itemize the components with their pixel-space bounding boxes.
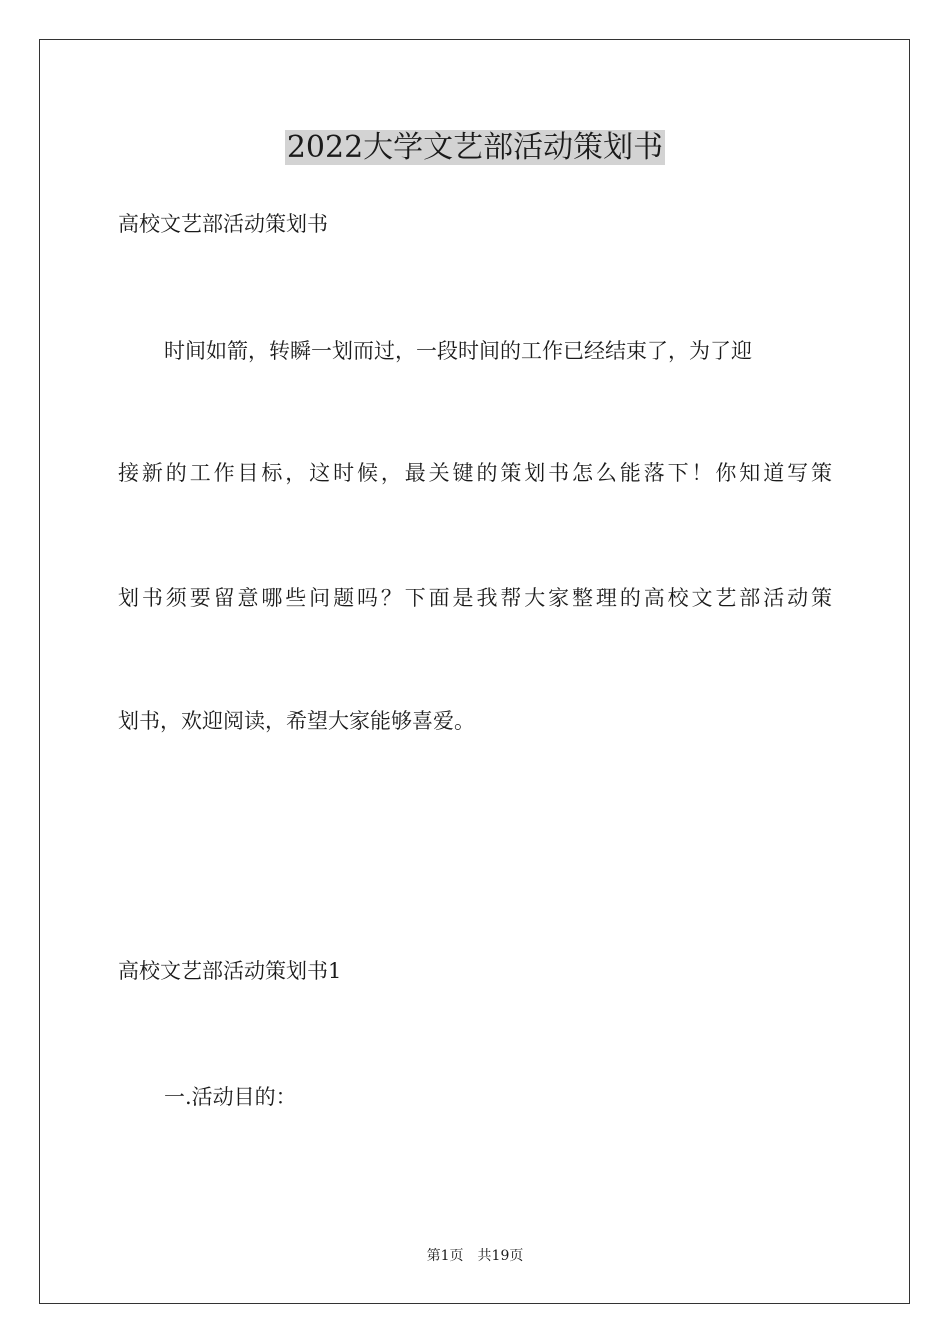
- intro-line-3: 划书须要留意哪些问题吗？下面是我帮大家整理的高校文艺部活动策: [118, 586, 832, 610]
- document-title: [0, 126, 950, 170]
- document-title-text: 2022大学文艺部活动策划书: [286, 130, 664, 165]
- page-footer: [0, 1246, 950, 1266]
- page-number: 第1页: [426, 1248, 464, 1264]
- page-total: 共19页: [477, 1248, 524, 1264]
- intro-line-2: 接新的工作目标，这时候，最关键的策划书怎么能落下！你知道写策: [118, 461, 832, 485]
- item-heading: 一.活动目的：: [164, 1085, 297, 1109]
- intro-line-4: 划书，欢迎阅读，希望大家能够喜爱。: [118, 709, 475, 733]
- intro-line-1: 时间如箭，转瞬一划而过，一段时间的工作已经结束了，为了迎: [164, 339, 752, 363]
- document-subtitle: 高校文艺部活动策划书: [118, 212, 328, 236]
- section-heading: 高校文艺部活动策划书1: [118, 959, 342, 983]
